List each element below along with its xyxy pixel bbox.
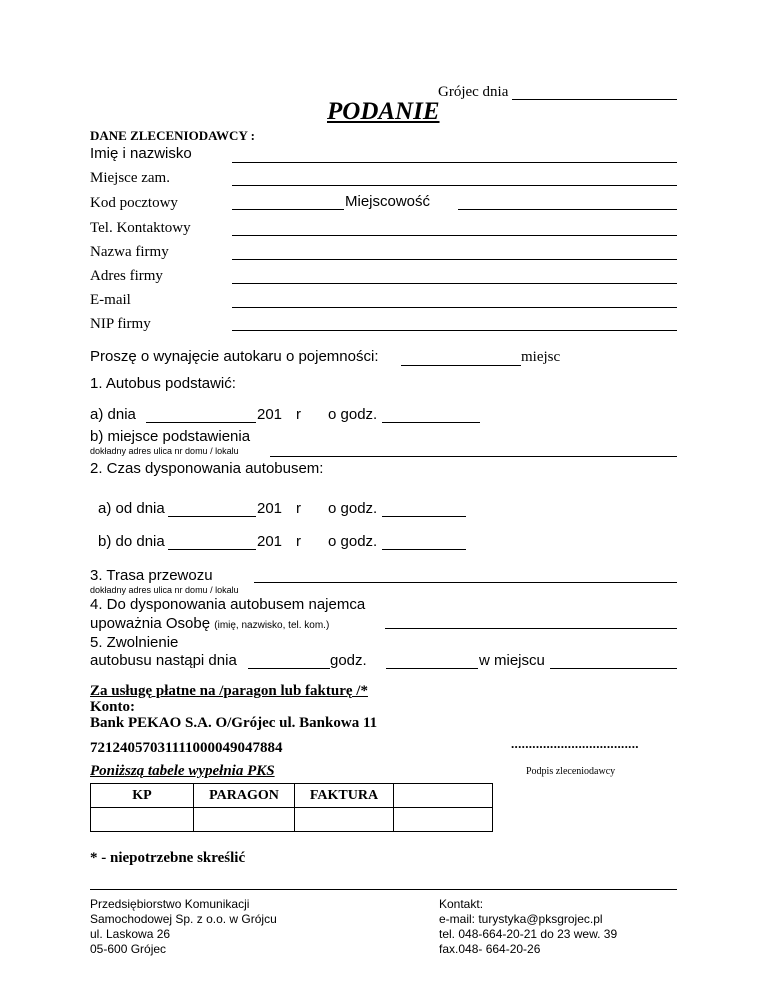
footer-company-line-1: Przedsiębiorstwo Komunikacji xyxy=(90,897,250,911)
pks-header-row xyxy=(91,784,493,808)
s2-from-time-field[interactable] xyxy=(382,516,466,517)
company-name-label: Nazwa firmy xyxy=(90,244,169,260)
s2-to-label: b) do dnia xyxy=(98,533,165,550)
s2-to-date-field[interactable] xyxy=(168,549,256,550)
postal-code-label: Kod pocztowy xyxy=(90,195,178,211)
pks-col-extra xyxy=(394,784,493,808)
pks-table xyxy=(90,783,493,832)
company-address-label: Adres firmy xyxy=(90,268,163,284)
nip-field[interactable] xyxy=(232,330,677,331)
company-name-field[interactable] xyxy=(232,259,677,260)
pks-kp-cell[interactable] xyxy=(91,808,194,832)
s2-to-year-prefix: 201 xyxy=(257,533,283,550)
capacity-unit: miejsc xyxy=(521,349,561,365)
email-field[interactable] xyxy=(232,307,677,308)
route-field[interactable] xyxy=(254,582,677,583)
s2-from-time-label: o godz. xyxy=(328,500,378,517)
s5-date-field[interactable] xyxy=(248,668,330,669)
footer-company-line-2: Samochodowej Sp. z o.o. w Grójcu xyxy=(90,912,277,926)
s4-line2 xyxy=(90,615,329,632)
pks-entry-row xyxy=(91,808,493,832)
s1-year-suffix: r xyxy=(296,406,301,423)
s2-from-year-prefix: 201 xyxy=(257,500,283,517)
payment-line-1: Za usługę płatne na /paragon lub fakturę /* xyxy=(90,683,368,699)
pks-heading: Poniższą tabele wypełnia PKS xyxy=(90,763,275,779)
footer-email[interactable]: e-mail: turystyka@pksgrojec.pl xyxy=(439,912,603,926)
s2-to-year-suffix: r xyxy=(296,533,301,550)
s2-to-time-label: o godz. xyxy=(328,533,378,550)
nip-label: NIP firmy xyxy=(90,316,151,332)
page-title: PODANIE xyxy=(327,98,440,125)
city-field[interactable] xyxy=(458,209,677,210)
name-label: Imię i nazwisko xyxy=(90,145,192,162)
s4-authorized-label: upoważnia Osobę xyxy=(90,615,211,632)
s1-time-label: o godz. xyxy=(328,406,378,423)
payment-line-2: Konto: xyxy=(90,699,135,715)
email-label: E-mail xyxy=(90,292,131,308)
s1-place-field[interactable] xyxy=(270,456,677,457)
signature-dots: .................................... xyxy=(511,736,639,751)
payment-bank: Bank PEKAO S.A. O/Grójec ul. Bankowa 11 xyxy=(90,715,378,731)
company-address-field[interactable] xyxy=(232,283,677,284)
footer-fax: fax.048- 664-20-26 xyxy=(439,942,541,956)
s5-place-field[interactable] xyxy=(550,668,677,669)
s1-year-prefix: 201 xyxy=(257,406,283,423)
section-2-heading: 2. Czas dysponowania autobusem: xyxy=(90,460,324,477)
phone-label: Tel. Kontaktowy xyxy=(90,220,191,236)
section-3-heading: 3. Trasa przewozu xyxy=(90,567,213,584)
client-section-label: DANE ZLECENIODAWCY : xyxy=(90,128,255,143)
s1-place-label: b) miejsce podstawienia xyxy=(90,428,251,445)
account-number: 72124057031111000049047884 xyxy=(90,740,283,756)
s2-from-year-suffix: r xyxy=(296,500,301,517)
phone-field[interactable] xyxy=(232,235,677,236)
footer-contact xyxy=(439,897,617,957)
capacity-label: Proszę o wynajęcie autokaru o pojemności: xyxy=(90,348,379,365)
signature-label: Podpis zleceniodawcy xyxy=(526,766,616,777)
capacity-field[interactable] xyxy=(401,365,521,366)
footer-company xyxy=(90,897,277,957)
s2-from-date-field[interactable] xyxy=(168,516,256,517)
footer-company-line-4: 05-600 Grójec xyxy=(90,942,167,956)
s5-release-label: autobusu nastąpi dnia xyxy=(90,652,237,669)
section-4-heading: 4. Do dysponowania autobusem najemca xyxy=(90,596,366,613)
s1-date-field[interactable] xyxy=(146,422,256,423)
footer-divider xyxy=(90,889,677,890)
authorized-person-field[interactable] xyxy=(385,628,677,629)
footer-phone: tel. 048-664-20-21 do 23 wew. 39 xyxy=(439,927,618,941)
pks-extra-cell[interactable] xyxy=(394,808,493,832)
s2-from-label: a) od dnia xyxy=(98,500,165,517)
pks-col-paragon: PARAGON xyxy=(194,784,295,808)
s3-address-hint: dokładny adres ulica nr domu / lokalu xyxy=(90,585,239,595)
pks-col-faktura: FAKTURA xyxy=(295,784,394,808)
pks-faktura-cell[interactable] xyxy=(295,808,394,832)
s5-time-label: godz. xyxy=(330,652,367,669)
s5-place-label: w miejscu xyxy=(479,652,545,669)
s5-time-field[interactable] xyxy=(386,668,478,669)
s4-note: (imię, nazwisko, tel. kom.) xyxy=(214,620,330,631)
section-1-heading: 1. Autobus podstawić: xyxy=(90,375,236,392)
residence-field[interactable] xyxy=(232,185,677,186)
city-date-label: Grójec dnia xyxy=(438,84,509,100)
s2-to-time-field[interactable] xyxy=(382,549,466,550)
s1-date-label: a) dnia xyxy=(90,406,136,423)
city-label: Miejscowość xyxy=(345,193,431,210)
s1-time-field[interactable] xyxy=(382,422,480,423)
pks-paragon-cell[interactable] xyxy=(194,808,295,832)
date-field[interactable] xyxy=(512,99,677,100)
postal-code-field[interactable] xyxy=(232,209,344,210)
s1-address-hint: dokładny adres ulica nr domu / lokalu xyxy=(90,446,239,456)
footer-contact-line-1: Kontakt: xyxy=(439,897,484,911)
pks-col-kp: KP xyxy=(91,784,194,808)
footer-company-line-3: ul. Laskowa 26 xyxy=(90,927,171,941)
name-field[interactable] xyxy=(232,162,677,163)
footnote: * - niepotrzebne skreślić xyxy=(90,850,246,866)
residence-label: Miejsce zam. xyxy=(90,170,170,186)
section-5-heading: 5. Zwolnienie xyxy=(90,634,179,651)
